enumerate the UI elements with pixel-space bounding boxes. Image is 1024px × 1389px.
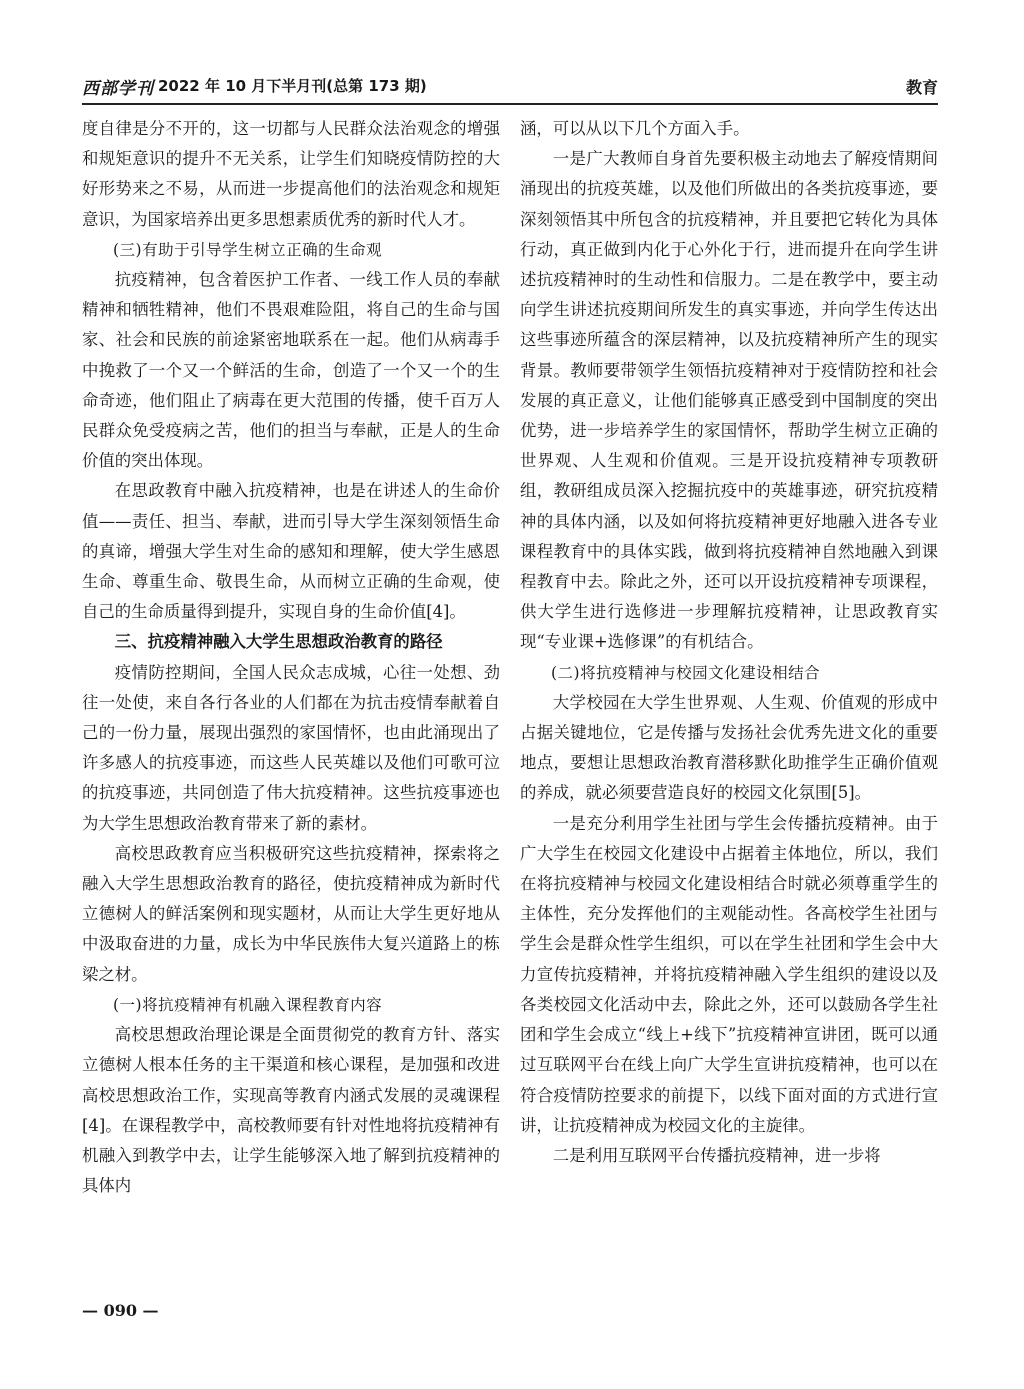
page-header (82, 74, 938, 98)
right-column (520, 114, 938, 1171)
issue-info: 2022 年 10 月下半月刊(总第 173 期) (158, 77, 427, 95)
body-paragraph: 疫情防控期间，全国人民众志成城，心往一处想、劲往一处使，来自各行各业的人们都在为抗击疫情奉献着自己的一份力量，展现出强烈的家国情怀，也由此涌现出了许多感人的抗疫事迹，而这些人民英雄以及他们可歌可泣的抗疫事迹，共同创造了伟大抗疫精神。这些抗疫事迹也为大学生思想政治教育带来了新的素材。 (82, 662, 500, 833)
body-paragraph: 高校思政教育应当积极研究这些抗疫精神，探索将之融入大学生思想政治教育的路径，使抗疫精神成为新时代立德树人的鲜活案例和现实题材，从而让大学生更好地从中汲取奋进的力量，成长为中华民族伟大复兴道路上的栋梁之材。 (82, 843, 500, 984)
body-paragraph: 抗疫精神，包含着医护工作者、一线工作人员的奉献精神和牺牲精神，他们不畏艰难险阻，将自己的生命与国家、社会和民族的前途紧密地联系在一起。他们从病毒手中挽救了一个又一个鲜活的生命，创造了一个又一个的生命奇迹，他们阻止了病毒在更大范围的传播，使千百万人民群众免受疫病之苦，他们的担当与奉献，正是人的生命价值的突出体现。 (82, 270, 500, 471)
header-rule (82, 103, 938, 105)
section-name: 教育 (905, 78, 938, 97)
body-paragraph: 一是广大教师自身首先要积极主动地去了解疫情期间涌现出的抗疫英雄，以及他们所做出的各类抗疫事迹，要深刻领悟其中所包含的抗疫精神，并且要把它转化为具体行动，真正做到内化于心外化于行，进而提升在向学生讲述抗疫精神时的生动性和信服力。二是在教学中，要主动向学生讲述抗疫期间所发生的真实事迹，并向学生传达出这些事迹所蕴含的深层精神，以及抗疫精神所产生的现实背景。教师要带领学生领悟抗疫精神对于疫情防控和社会发展的真正意义，让他们能够真正感受到中国制度的突出优势，进一步培养学生的家国情怀，帮助学生树立正确的世界观、人生观和价值观。三是开设抗疫精神专项教研组，教研组成员深入挖掘抗疫中的英雄事迹，研究抗疫精神的具体内涵，以及如何将抗疫精神更好地融入进各专业课程教育中的具体实践，做到将抗疫精神自然地融入到课程教育中去。除此之外，还可以开设抗疫精神专项课程，供大学生进行选修进一步理解抗疫精神，让思政教育实现“专业课+选修课”的有机结合。 (520, 149, 938, 652)
body-paragraph: 一是充分利用学生社团与学生会传播抗疫精神。由于广大学生在校园文化建设中占据着主体地位，所以，我们在将抗疫精神与校园文化建设相结合时就必须尊重学生的主体性，充分发挥他们的主观能动性。各高校学生社团与学生会是群众性学生组织，可以在学生社团和学生会中大力宣传抗疫精神，并将抗疫精神融入学生组织的建设以及各类校园文化活动中去，除此之外，还可以鼓励各学生社团和学生会成立“线上+线下”抗疫精神宣讲团，既可以通过互联网平台在线上向广大学生宣讲抗疫精神，也可以在符合疫情防控要求的前提下，以线下面对面的方式进行宣讲，让抗疫精神成为校园文化的主旋律。 (520, 813, 938, 1135)
body-paragraph: 高校思想政治理论课是全面贯彻党的教育方针、落实立德树人根本任务的主干渠道和核心课程，是加强和改进高校思想政治工作，实现高等教育内涵式发展的灵魂课程[4]。在课程教学中，高校教师要有针对性地将抗疫精神有机融入到教学中去，让学生能够深入地了解到抗疫精神的具体内 (82, 1025, 500, 1196)
subsection-heading: (三)有助于引导学生树立正确的生命观 (113, 240, 383, 259)
body-paragraph: 大学校园在大学生世界观、人生观、价值观的形成中占据关键地位，它是传播与发扬社会优秀先进文化的重要地点，要想让思想政治教育潜移默化助推学生正确价值观的养成，就必须要营造良好的校园文化氛围[5]。 (520, 692, 938, 803)
left-column (82, 114, 500, 1201)
subsection-heading: (一)将抗疫精神有机融入课程教育内容 (113, 995, 383, 1014)
body-paragraph: 度自律是分不开的，这一切都与人民群众法治观念的增强和规矩意识的提升不无关系，让学生们知晓疫情防控的大好形势来之不易，从而进一步提高他们的法治观念和规矩意识，为国家培养出更多思想素质优秀的新时代人才。 (82, 119, 500, 229)
body-paragraph: 二是利用互联网平台传播抗疫精神，进一步将 (552, 1145, 881, 1165)
page-number: — 090 — (82, 1301, 159, 1320)
body-paragraph: 在思政教育中融入抗疫精神，也是在讲述人的生命价值——责任、担当、奉献，进而引导大学生深刻领悟生命的真谛，增强大学生对生命的感知和理解，使大学生感恩生命、尊重生命、敬畏生命，从而树立正确的生命观，使自己的生命质量得到提升，实现自身的生命价值[4]。 (82, 481, 500, 622)
journal-logo: 西部学刊 (82, 79, 154, 99)
body-paragraph: 涵，可以从以下几个方面入手。 (520, 119, 750, 138)
subsection-heading: (二)将抗疫精神与校园文化建设相结合 (551, 663, 821, 682)
section-heading: 三、抗疫精神融入大学生思想政治教育的路径 (114, 632, 443, 652)
